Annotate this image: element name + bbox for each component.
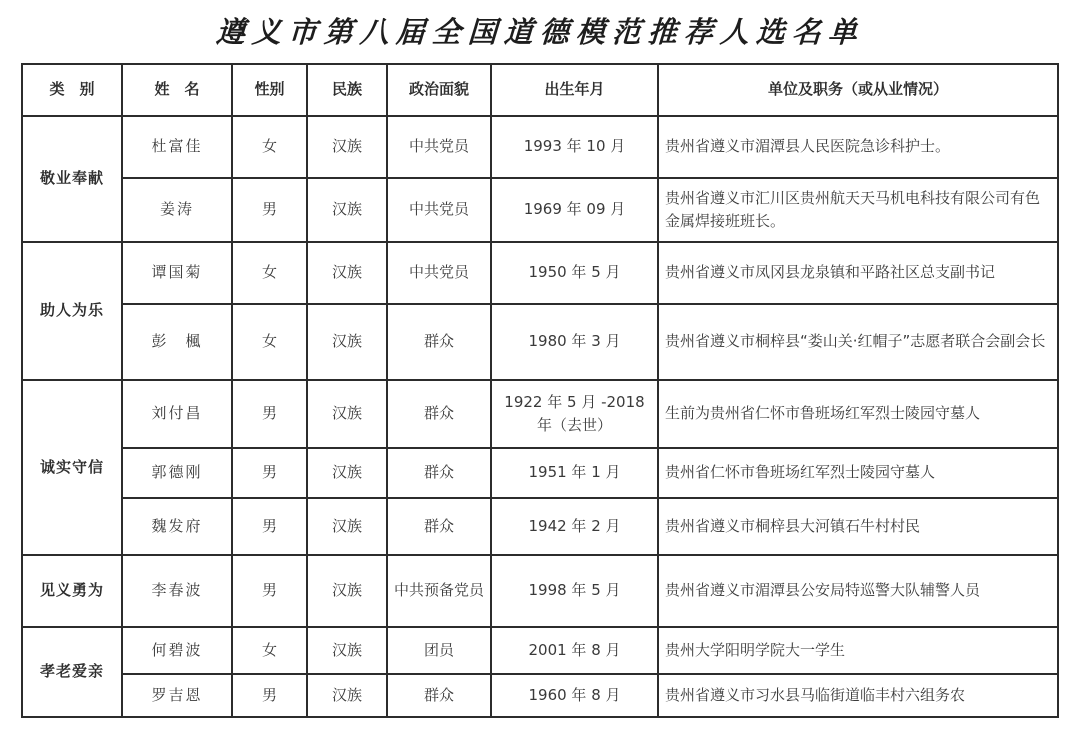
unit-cell: 贵州省遵义市桐梓县大河镇石牛村村民 <box>658 498 1058 555</box>
birth-cell: 1960 年 8 月 <box>491 674 658 717</box>
ethnicity-cell: 汉族 <box>307 555 387 627</box>
birth-cell: 1980 年 3 月 <box>491 304 658 380</box>
table-row <box>22 304 1058 380</box>
name-cell: 李春波 <box>122 555 232 627</box>
category-cell: 敬业奉献 <box>22 116 122 242</box>
ethnicity-cell: 汉族 <box>307 304 387 380</box>
gender-cell: 男 <box>232 498 307 555</box>
politics-cell: 群众 <box>387 674 491 717</box>
politics-cell: 群众 <box>387 498 491 555</box>
politics-cell: 群众 <box>387 448 491 498</box>
gender-cell: 男 <box>232 674 307 717</box>
name-cell: 郭德刚 <box>122 448 232 498</box>
unit-cell: 贵州省遵义市汇川区贵州航天天马机电科技有限公司有色金属焊接班班长。 <box>658 178 1058 242</box>
politics-cell: 中共党员 <box>387 242 491 304</box>
gender-cell: 男 <box>232 178 307 242</box>
table-row <box>22 116 1058 178</box>
gender-cell: 男 <box>232 380 307 448</box>
table-row <box>22 242 1058 304</box>
name-cell: 姜涛 <box>122 178 232 242</box>
unit-cell: 贵州大学阳明学院大一学生 <box>658 627 1058 674</box>
unit-cell: 贵州省遵义市湄潭县公安局特巡警大队辅警人员 <box>658 555 1058 627</box>
birth-cell: 1993 年 10 月 <box>491 116 658 178</box>
unit-cell: 生前为贵州省仁怀市鲁班场红军烈士陵园守墓人 <box>658 380 1058 448</box>
politics-cell: 团员 <box>387 627 491 674</box>
category-cell: 诚实守信 <box>22 380 122 555</box>
gender-cell: 女 <box>232 627 307 674</box>
table-row <box>22 498 1058 555</box>
birth-cell: 1950 年 5 月 <box>491 242 658 304</box>
table-row <box>22 555 1058 627</box>
header-ethnicity: 民族 <box>307 64 387 116</box>
table-row <box>22 627 1058 674</box>
unit-cell: 贵州省仁怀市鲁班场红军烈士陵园守墓人 <box>658 448 1058 498</box>
name-cell: 魏发府 <box>122 498 232 555</box>
politics-cell: 中共党员 <box>387 116 491 178</box>
birth-cell: 1922 年 5 月 -2018 年（去世） <box>491 380 658 448</box>
page-title: 遵义市第八届全国道德模范推荐人选名单 <box>215 15 865 49</box>
unit-cell: 贵州省遵义市凤冈县龙泉镇和平路社区总支副书记 <box>658 242 1058 304</box>
gender-cell: 男 <box>232 555 307 627</box>
birth-cell: 1998 年 5 月 <box>491 555 658 627</box>
header-name: 姓 名 <box>122 64 232 116</box>
politics-cell: 群众 <box>387 380 491 448</box>
header-birth: 出生年月 <box>491 64 658 116</box>
ethnicity-cell: 汉族 <box>307 627 387 674</box>
table-row <box>22 674 1058 717</box>
category-cell: 孝老爱亲 <box>22 627 122 717</box>
table-row <box>22 448 1058 498</box>
unit-cell: 贵州省遵义市习水县马临街道临丰村六组务农 <box>658 674 1058 717</box>
birth-cell: 2001 年 8 月 <box>491 627 658 674</box>
name-cell: 谭国菊 <box>122 242 232 304</box>
politics-cell: 中共党员 <box>387 178 491 242</box>
header-category: 类 别 <box>22 64 122 116</box>
ethnicity-cell: 汉族 <box>307 380 387 448</box>
birth-cell: 1951 年 1 月 <box>491 448 658 498</box>
name-cell: 何碧波 <box>122 627 232 674</box>
unit-cell: 贵州省遵义市湄潭县人民医院急诊科护士。 <box>658 116 1058 178</box>
unit-cell: 贵州省遵义市桐梓县“娄山关·红帽子”志愿者联合会副会长 <box>658 304 1058 380</box>
gender-cell: 女 <box>232 242 307 304</box>
ethnicity-cell: 汉族 <box>307 178 387 242</box>
name-cell: 罗吉恩 <box>122 674 232 717</box>
ethnicity-cell: 汉族 <box>307 498 387 555</box>
birth-cell: 1969 年 09 月 <box>491 178 658 242</box>
birth-cell: 1942 年 2 月 <box>491 498 658 555</box>
header-gender: 性别 <box>232 64 307 116</box>
header-unit: 单位及职务（或从业情况） <box>658 64 1058 116</box>
header-row <box>22 64 1058 116</box>
ethnicity-cell: 汉族 <box>307 242 387 304</box>
ethnicity-cell: 汉族 <box>307 116 387 178</box>
name-cell: 杜富佳 <box>122 116 232 178</box>
ethnicity-cell: 汉族 <box>307 448 387 498</box>
table-row <box>22 178 1058 242</box>
politics-cell: 群众 <box>387 304 491 380</box>
name-cell: 彭 楓 <box>122 304 232 380</box>
gender-cell: 男 <box>232 448 307 498</box>
moral-models-table <box>21 63 1059 718</box>
ethnicity-cell: 汉族 <box>307 674 387 717</box>
gender-cell: 女 <box>232 304 307 380</box>
category-cell: 助人为乐 <box>22 242 122 380</box>
header-politics: 政治面貌 <box>387 64 491 116</box>
politics-cell: 中共预备党员 <box>387 555 491 627</box>
category-cell: 见义勇为 <box>22 555 122 627</box>
name-cell: 刘付昌 <box>122 380 232 448</box>
gender-cell: 女 <box>232 116 307 178</box>
table-row <box>22 380 1058 448</box>
